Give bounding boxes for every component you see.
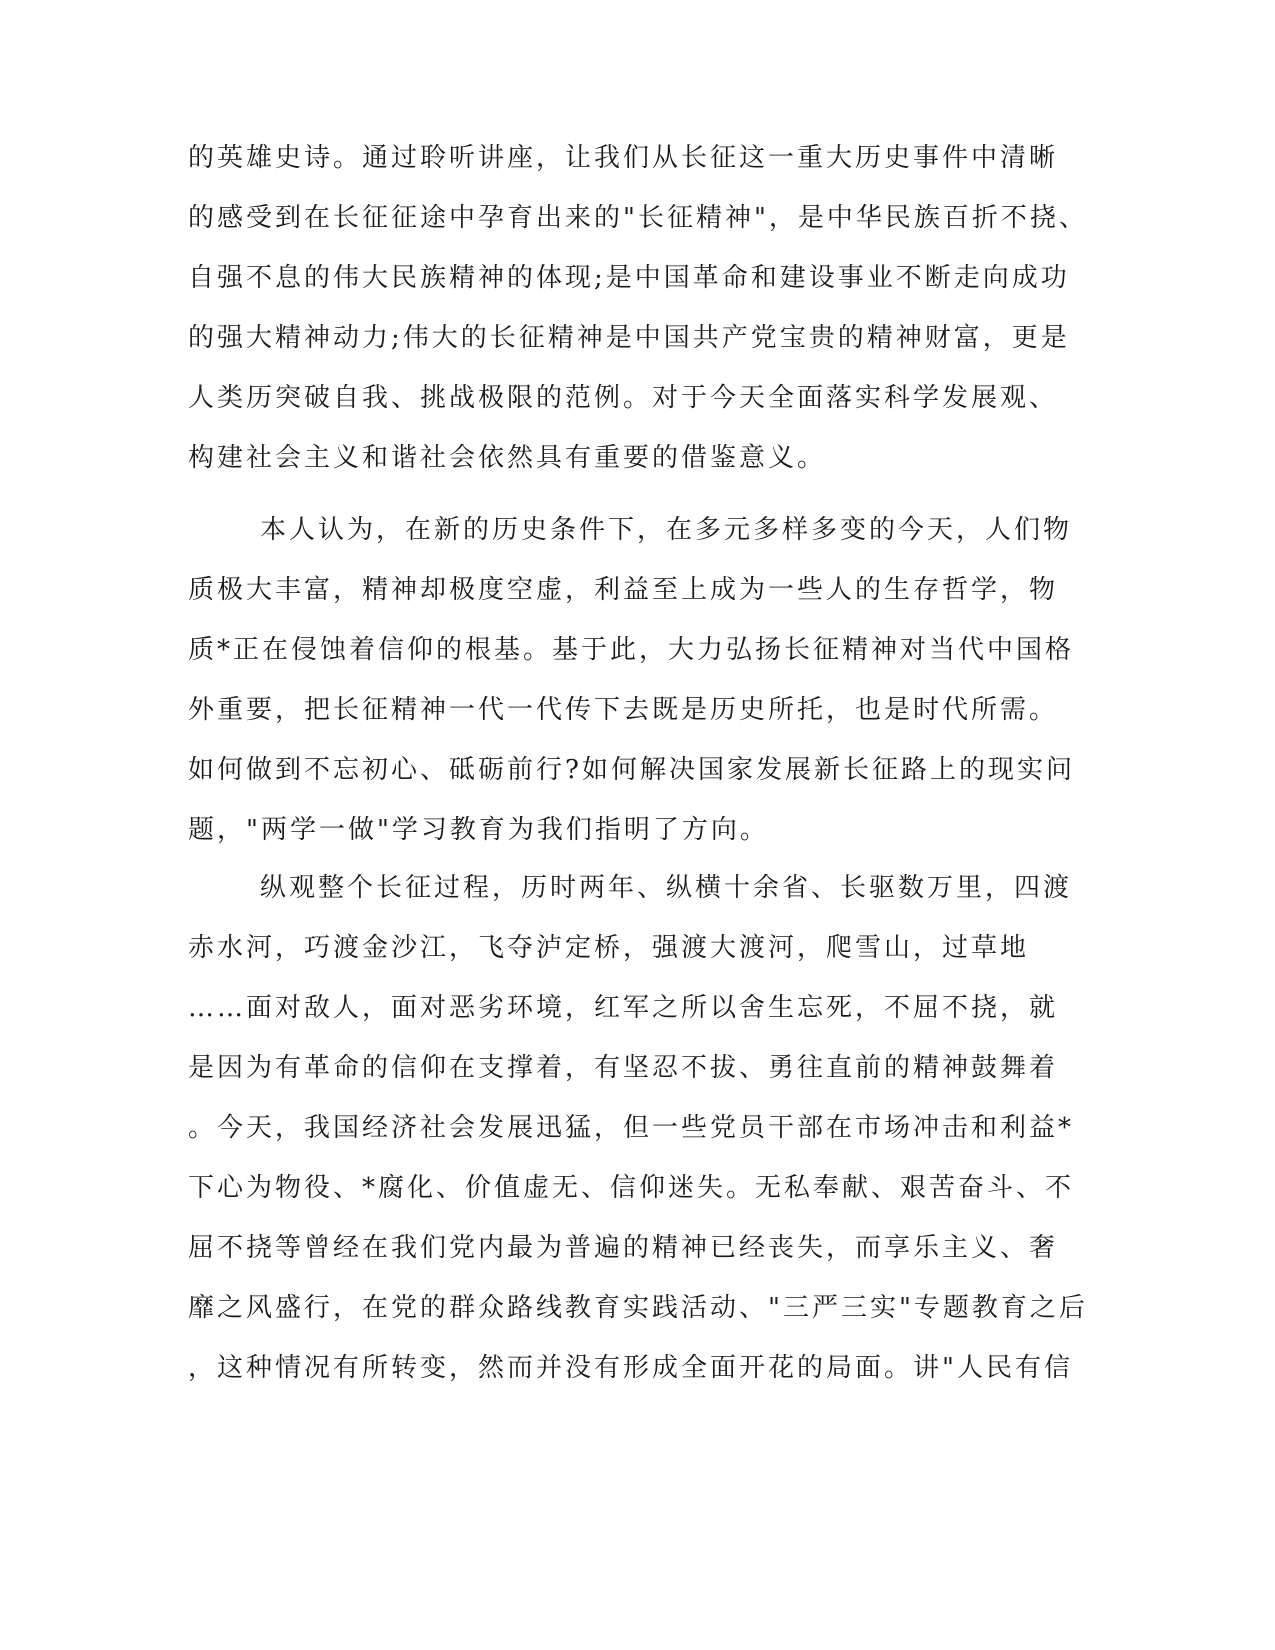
paragraph-2 (188, 500, 1088, 860)
paragraph-1 (188, 128, 1088, 488)
text-line: 靡之风盛行，在党的群众路线教育实践活动、"三严三实"专题教育之后 (188, 1293, 1088, 1323)
text-line: ……面对敌人，面对恶劣环境，红军之所以舍生忘死，不屈不挠，就 (188, 993, 1059, 1023)
text-line: 纵观整个长征过程，历时两年、纵横十余省、长驱数万里，四渡 (260, 873, 1073, 903)
text-line: 人类历突破自我、挑战极限的范例。对于今天全面落实科学发展观、 (188, 383, 1059, 413)
text-line: 自强不息的伟大民族精神的体现;是中国革命和建设事业不断走向成功 (188, 263, 1070, 293)
text-line: 的感受到在长征征途中孕育出来的"长征精神"，是中华民族百折不挠、 (188, 203, 1088, 233)
text-line: 。今天，我国经济社会发展迅猛，但一些党员干部在市场冲击和利益* (188, 1113, 1075, 1143)
text-line: 如何做到不忘初心、砥砺前行?如何解决国家发展新长征路上的现实问 (188, 755, 1075, 785)
text-line: 屈不挠等曾经在我们党内最为普遍的精神已经丧失，而享乐主义、奢 (188, 1233, 1059, 1263)
text-line: 构建社会主义和谐社会依然具有重要的借鉴意义。 (188, 443, 827, 473)
text-line: 下心为物役、*腐化、价值虚无、信仰迷失。无私奉献、艰苦奋斗、不 (188, 1173, 1075, 1203)
text-line: ，这种情况有所转变，然而并没有形成全面开花的局面。讲"人民有信 (188, 1353, 1073, 1383)
paragraph-3 (188, 858, 1088, 1398)
text-line: 质极大丰富，精神却极度空虚，利益至上成为一些人的生存哲学，物 (188, 575, 1059, 605)
text-line: 的英雄史诗。通过聆听讲座，让我们从长征这一重大历史事件中清晰 (188, 143, 1059, 173)
text-line: 本人认为，在新的历史条件下，在多元多样多变的今天，人们物 (260, 515, 1073, 545)
text-line: 是因为有革命的信仰在支撑着，有坚忍不拔、勇往直前的精神鼓舞着 (188, 1053, 1059, 1083)
text-line: 赤水河，巧渡金沙江，飞夺泸定桥，强渡大渡河，爬雪山，过草地 (188, 933, 1030, 963)
text-line: 质*正在侵蚀着信仰的根基。基于此，大力弘扬长征精神对当代中国格 (188, 635, 1075, 665)
text-line: 题，"两学一做"学习教育为我们指明了方向。 (188, 815, 769, 845)
text-line: 的强大精神动力;伟大的长征精神是中国共产党宝贵的精神财富，更是 (188, 323, 1070, 353)
text-line: 外重要，把长征精神一代一代传下去既是历史所托，也是时代所需。 (188, 695, 1059, 725)
